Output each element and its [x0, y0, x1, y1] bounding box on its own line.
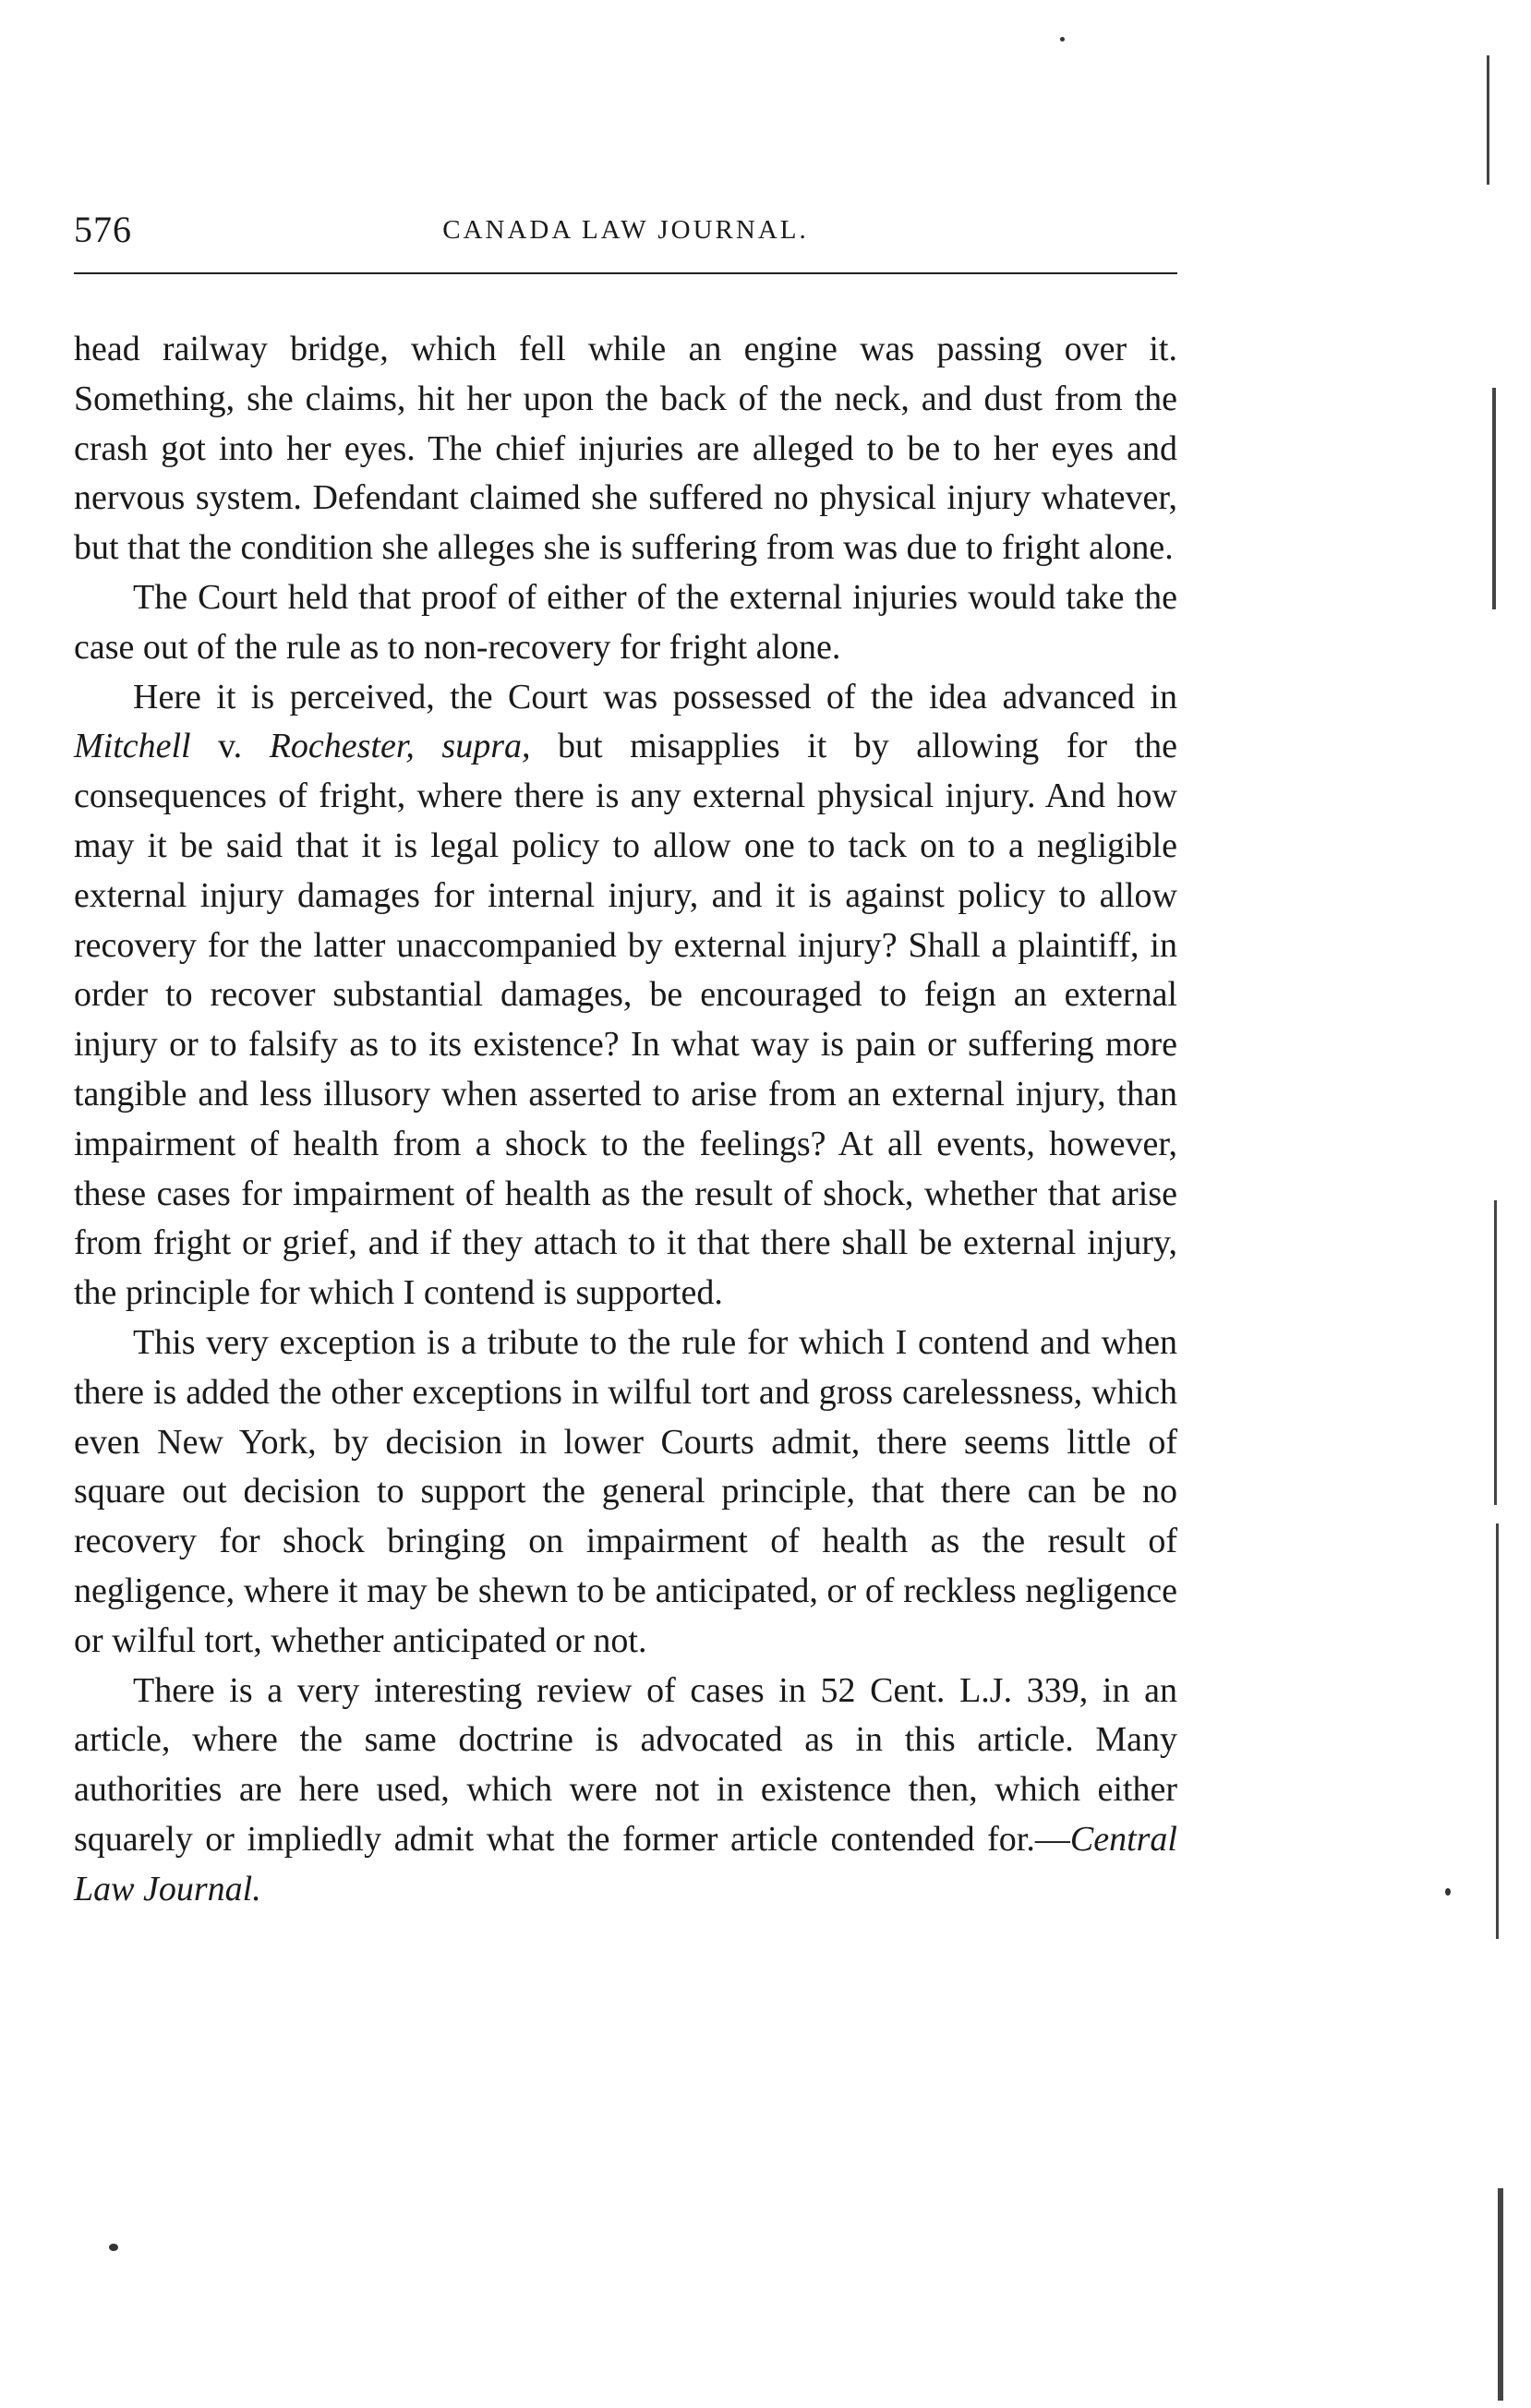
paragraph-3-text-b: but misapplies it by allowing for the consequences of fright, where there is any external physical injury. And how may it be said that it is legal policy to allow one to tack on to a negligible external injury damages for internal injury, and it is against policy to allow recovery for the latter unaccompanied by external injury? Shall a plaintiff, in order to recover substantial damages, be encouraged to feign an external injury or to falsify as to its existence? In what way is pain or suffering more tangible and less illusory when asserted to arise from an external injury, than impairment of health from a shock to the feelings? At all events, however, these cases for impairment of health as the result of shock, whether that arise from fright or grief, and if they attach to it that there shall be external injury, the principle for which I contend is supported. — [74, 727, 1177, 1313]
scan-edge-artifact — [1492, 388, 1496, 609]
scan-speck — [109, 2244, 118, 2251]
case-name-rochester: Rochester, supra, — [269, 727, 531, 766]
paragraph-4: This very exception is a tribute to the rule for which I contend and when there is added the other exceptions in wilful tort and gross carelessness, which even New York, by decision in lower Courts admit, there seems little of square out decision to support the general principle, that there can be no recovery for shock bringing on impairment of health as the result of negligence, where it may be shewn to be anticipated, or of reckless negligence or wilful tort, whether anticipated or not. — [74, 1322, 1177, 1660]
scan-edge-artifact — [1496, 1523, 1499, 1939]
scan-speck — [1445, 1888, 1451, 1896]
scan-edge-artifact — [1498, 2188, 1503, 2401]
versus: v. — [190, 727, 270, 766]
paragraph-1: head railway bridge, which fell while an engine was passing over it. Something, she claims, hit her upon the back of the neck, and dust from the crash got into her eyes. The chief injuries are alleged to be to her eyes and nervous system. Defendant claimed she suffered no physical injury whatever, but that the condition she alleges she is suffering from was due to fright alone. — [74, 330, 1177, 568]
paragraph-5 — [74, 1667, 1177, 1915]
article-body — [74, 325, 1177, 1915]
page-number: 576 — [74, 209, 132, 250]
running-head: CANADA LAW JOURNAL. — [442, 215, 809, 245]
page-header — [74, 208, 1177, 263]
scan-edge-artifact — [1487, 55, 1489, 185]
paragraph-3 — [74, 673, 1177, 1318]
paragraph-2: The Court held that proof of either of the external injuries would take the case out of the rule as to non-recovery for fright alone. — [74, 577, 1177, 667]
scan-edge-artifact — [1494, 1200, 1497, 1505]
header-rule — [74, 272, 1177, 274]
scan-speck — [1060, 37, 1065, 42]
source-credit: Central Law Journal. — [74, 1819, 1177, 1908]
case-name-mitchell: Mitchell — [74, 727, 191, 766]
paragraph-3-text-a: Here it is perceived, the Court was possessed of the idea advanced in — [133, 677, 1177, 716]
paragraph-5-text: There is a very interesting review of cases in 52 Cent. L.J. 339, in an article, where the same doctrine is advocated as in this article. Many authorities are here used, which were not in existence then, which either squarely or impliedly admit what the former article contended for.— — [74, 1670, 1177, 1859]
